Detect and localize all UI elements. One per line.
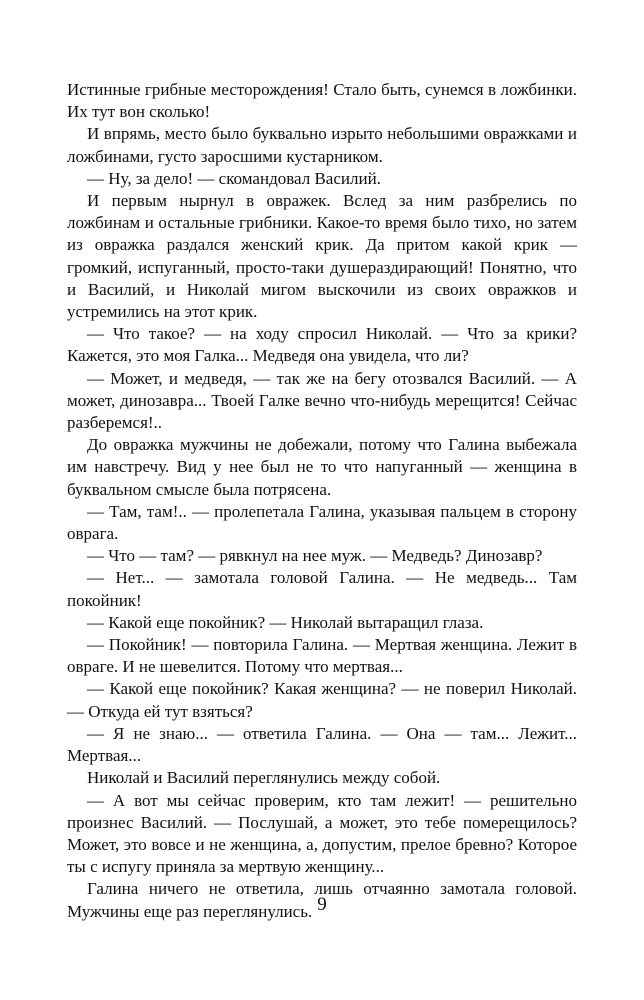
paragraph-3: — Ну, за дело! — скомандовал Василий.: [87, 168, 381, 188]
paragraph-1: Истинные грибные месторождения! Стало быть, сунемся в ложбинки. Их тут вон сколько!: [67, 80, 577, 122]
paragraph-5: — Что такое? — на ходу спросил Николай. — Что за крики? Кажется, это моя Галка... Медведя она увидела, что ли?: [67, 324, 577, 366]
paragraph-13: — Какой еще покойник? Какая женщина? — не поверил Николай. — Откуда ей тут взяться?: [67, 679, 577, 721]
paragraph-10: — Нет... — замотала головой Галина. — Не медведь... Там покойник!: [67, 568, 577, 610]
paragraph-11: — Какой еще покойник? — Николай вытаращил глаза.: [87, 612, 484, 632]
paragraph-8: — Там, там!.. — пролепетала Галина, указывая пальцем в сторону оврага.: [67, 501, 577, 544]
paragraph-6: — Может, и медведя, — так же на бегу отозвался Василий. — А может, динозавра... Твоей Галке вечно что-нибудь мерещится! Сейчас разберемся!..: [67, 368, 577, 433]
paragraph-7: До овражка мужчины не добежали, потому что Галина выбежала им навстречу. Вид у нее был не то что напуганный — женщина в буквальном смысле была потрясена.: [67, 435, 577, 499]
paragraph-4: И первым нырнул в овражек. Вслед за ним разбрелись по ложбинам и остальные грибники. Какое-то время было тихо, но затем из овражка раздался женский крик. Да притом какой крик — громкий, испуганный, просто-таки душераздирающий! Понятно, что и Василий, и Николай мигом выскочили из своих овражков и устремились на этот крик.: [67, 191, 577, 322]
paragraph-14: — Я не знаю... — ответила Галина. — Она — там... Лежит... Мертвая...: [67, 723, 577, 766]
paragraph-15: Николай и Василий переглянулись между собой.: [87, 768, 441, 788]
paragraph-17: Галина ничего не ответила, лишь отчаянно замотала головой. Мужчины еще раз переглянулись.: [67, 879, 577, 921]
paragraph-9: — Что — там? — рявкнул на нее муж. — Медведь? Динозавр?: [87, 546, 543, 566]
paragraph-2: И впрямь, место было буквально изрыто небольшими овражками и ложбинами, густо заросшими кустарником.: [67, 124, 577, 166]
book-page-text: [67, 79, 577, 923]
paragraph-16: — А вот мы сейчас проверим, кто там лежит! — решительно произнес Василий. — Послушай, а может, это тебе померещилось? Может, это вовсе и не женщина, а, допустим, прелое бревно? Которое ты с испугу приняла за мертвую женщину...: [67, 790, 577, 877]
paragraph-12: — Покойник! — повторила Галина. — Мертвая женщина. Лежит в овраге. И не шевелится. Потому что мертвая...: [67, 635, 577, 677]
page-number: 9: [317, 894, 327, 915]
